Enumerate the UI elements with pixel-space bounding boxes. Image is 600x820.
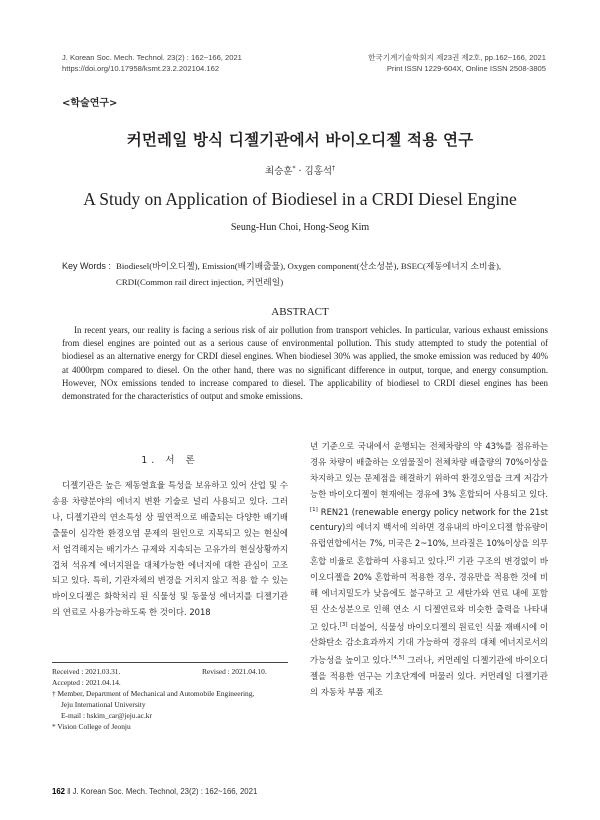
citation-ref[interactable]: [3] <box>339 621 348 628</box>
coauthor-affiliation: * Vision College of Jeonju <box>52 722 131 731</box>
corresponding-affiliation: † Member, Department of Mechanical and Automobile Engineering, <box>52 689 255 698</box>
keywords-label: Key Words : <box>62 261 111 271</box>
author-2: 김홍석 <box>304 166 333 177</box>
journal-citation: J. Korean Soc. Mech. Technol. 23(2) : 162~166, 2021 <box>62 53 242 62</box>
footnote-divider <box>52 662 288 663</box>
authors-english: Seung-Hun Choi, Hong-Seog Kim <box>230 222 370 233</box>
revised-date: Revised : 2021.04.10. <box>202 667 267 676</box>
keywords-block <box>62 258 548 290</box>
title-korean: 커먼레일 방식 디젤기관에서 바이오디젤 적용 연구 <box>126 131 474 149</box>
page-footer <box>52 787 257 796</box>
accepted-date: Accepted : 2021.04.14. <box>52 678 121 687</box>
page-number: 162 <box>52 787 66 796</box>
affiliation-university: Jeju International University <box>61 700 146 709</box>
issn-line: Print ISSN 1229-604X, Online ISSN 2508-3805 <box>386 64 546 73</box>
left-column <box>52 478 288 621</box>
right-column <box>310 439 548 701</box>
intro-continued <box>310 439 548 701</box>
abstract-heading: ABSTRACT <box>271 306 329 318</box>
intro-paragraph: 디젤기관은 높은 제동열효율 특성을 보유하고 있어 산업 및 수송용 차량분야의 에너지 변환 기술로 널리 사용되고 있다. 그러나, 디젤기관의 연소특성 상 필연적으로 배출되는 다양한 배기배출물이 심각한 환경오염 문제의 원인으로 지목되고 있는 현실에서 엄격해지는 배기가스 규제와 지속되는 고유가의 현실상황까지 겹쳐 석유계 에너지원을 대체가능한 에너지에 대한 관심이 고조되고 있다. 특히, 기관자체의 변경을 거치지 않고 적용 할 수 있는 바이오디젤은 화학처리 된 식물성 및 동물성 에너지를 디젤기관의 연료로 사용가능하도록 한 것이다. 2018 <box>52 480 288 618</box>
citation-ref[interactable]: [2] <box>446 556 455 563</box>
text-run: 그러나, 커먼레일 디젤기관에 바이오디젤을 적용한 연구는 기초단계에 머물러 있다. 커먼레일 디젤기관의 자동차 부품 제조 <box>310 654 548 697</box>
author-2-mark: † <box>332 164 336 172</box>
footer-separator: ǁ <box>65 787 73 796</box>
abstract-text: In recent years, our reality is facing a serious risk of air pollution from transport vehicles. In particular, various exhaust emissions from diesel engines are pointed out as a serious cause of environmental pollution. This study attempted to study the potential of biodiesel as an alternative energy for CRDI diesel engines. When biodiesel 30% was applied, the smoke emission was reduced by 40% at 4000rpm compared to diesel. On the other hand, there was no significant difference in output, torque, and energy consumption. However, NOx emissions tended to increase compared to diesel. The applicability of biodiesel to CRDI diesel engines has been demonstrated for the characteristics of output and smoke emissions. <box>62 325 548 402</box>
journal-citation-ko: 한국기계기술학회지 제23권 제2호, pp.162~166, 2021 <box>368 53 546 62</box>
footer-journal: J. Korean Soc. Mech. Technol, 23(2) : 162~166, 2021 <box>72 787 258 796</box>
author-separator: · <box>295 166 305 177</box>
text-run: 기관 구조의 변경없이 바이오디젤을 20% 혼합하여 적용한 경우, 경유만을 적용한 것에 비해 에너지밀도가 낮음에도 불구하고 고 세탄가와 연료 내에 포함된 산소성분으로 인해 연소 시 디젤연료와 비슷한 출력을 나타내고 있다. <box>310 555 548 632</box>
text-run: 년 기준으로 국내에서 운행되는 전체차량의 약 43%를 점유하는 경유 차량이 배출하는 오염물질이 전체차량 배출량의 70%이상을 차지하고 있는 문제점을 해결하기 위하여 환경오염을 크게 저감가능한 바이오디젤이 현재에는 경유에 3% 혼합되어 사용되고 있다. <box>310 441 548 499</box>
email-address[interactable]: E-mail : hskim_car@jeju.ac.kr <box>61 711 152 720</box>
running-header-left <box>62 52 242 74</box>
author-1-mark: * <box>292 164 296 172</box>
keywords-text: Biodiesel(바이오디젤), Emission(배기배출물), Oxygen component(산소성분), BSEC(제동에너지 소비율), CRDI(Common rail direct injection, 커먼레일) <box>116 261 502 287</box>
citation-ref[interactable]: [1] <box>310 506 318 513</box>
received-date: Received : 2021.03.31. <box>52 667 121 676</box>
citation-ref[interactable]: [4,5] <box>391 655 405 662</box>
footnotes <box>52 666 292 732</box>
running-header-right <box>368 52 546 74</box>
text-run: 더불어, 식물성 바이오디젤의 원료인 식물 재배시에 이산화탄소 감소효과까지 기대 가능하여 경유의 대체 에너지로서의 가능성을 높이고 있다. <box>310 621 548 665</box>
title-english: A Study on Application of Biodiesel in a CRDI Diesel Engine <box>83 189 517 209</box>
article-type: <학술연구> <box>62 98 118 109</box>
author-1: 최승훈 <box>264 166 293 177</box>
doi-link[interactable]: https://doi.org/10.17958/ksmt.23.2.202104.162 <box>62 64 220 73</box>
text-run: REN21 (renewable energy policy network for the 21st century)의 에너지 백서에 의하면 경유내의 바이오디젤 함유량이 유럽연합에서는 7%, 미국은 2~10%, 브라질은 10%이상을 의무 혼합 비율로 혼합하여 사용되고 있다. <box>310 506 548 566</box>
authors-korean <box>0 163 600 177</box>
section-heading: 1. 서 론 <box>141 455 199 466</box>
